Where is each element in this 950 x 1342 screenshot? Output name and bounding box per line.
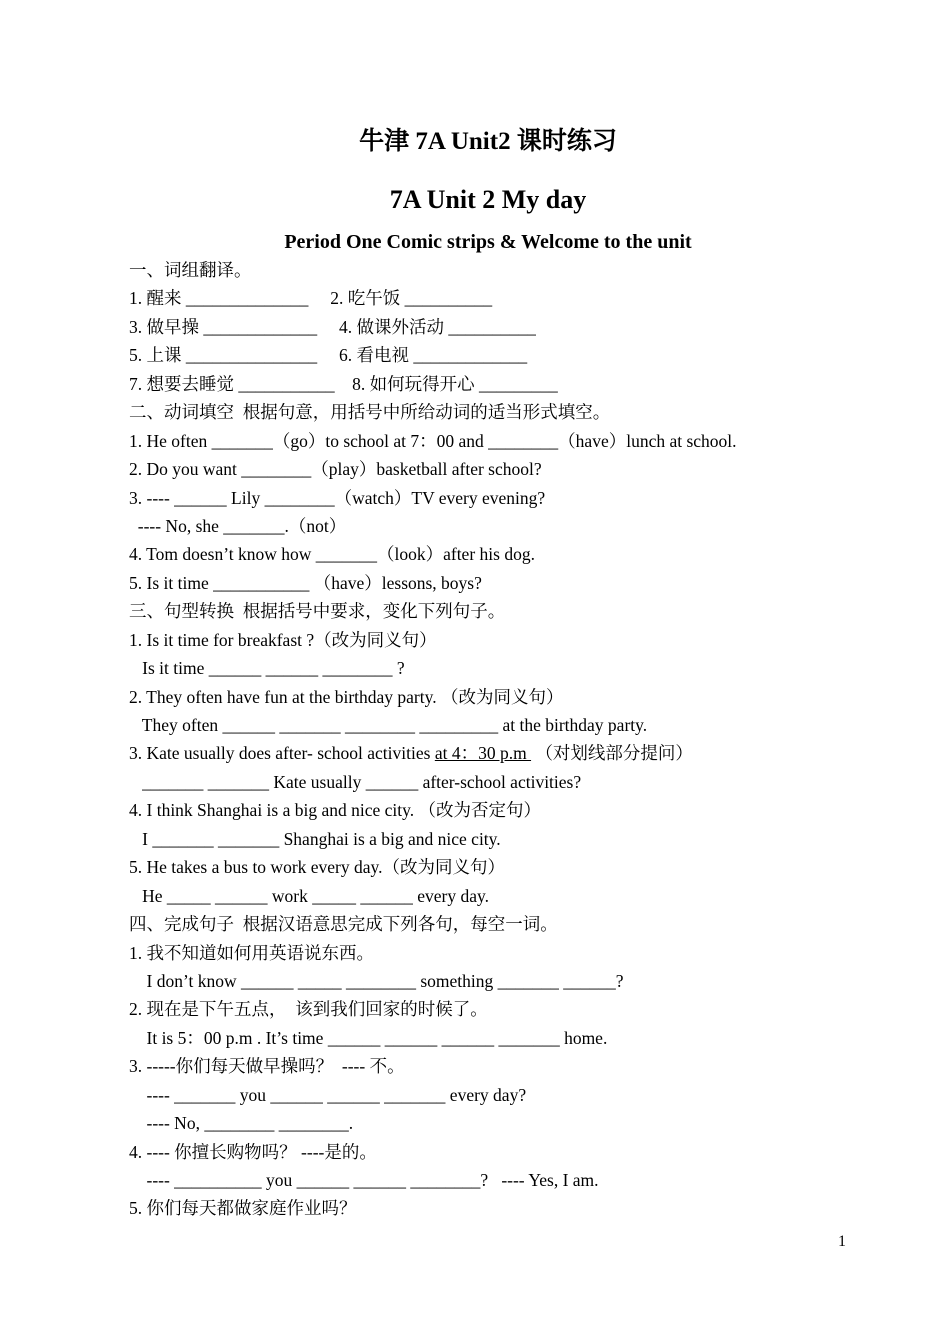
period-title: Period One Comic strips & Welcome to the unit [284, 231, 692, 253]
exercise-line: ---- No, ________ ________. [129, 1113, 354, 1134]
exercise-line: I _______ _______ Shanghai is a big and nice city. [129, 828, 501, 849]
exercise-line: 4. ---- 你擅长购物吗？ ----是的。 [129, 1141, 377, 1162]
exercise-line: 1. Is it time for breakfast ?（改为同义句） [129, 629, 437, 650]
line-text: 3. Kate usually does after- school activities [129, 743, 435, 764]
exercise-line: 5. 你们每天都做家庭作业吗？ [129, 1198, 357, 1219]
exercise-line: 4. Tom doesn’t know how _______（look）after his dog. [129, 544, 535, 565]
exercise-line: Is it time ______ ______ ________ ? [129, 658, 405, 679]
page-number: 1 [838, 1233, 846, 1250]
exercise-line [129, 739, 929, 767]
exercise-line: ---- _______ you ______ ______ _______ every day? [129, 1084, 527, 1105]
exercise-line: 5. He takes a bus to work every day.（改为同义句） [129, 857, 506, 878]
exercise-line: 2. 现在是下午五点， 该到我们回家的时候了。 [129, 999, 488, 1020]
unit-title: 7A Unit 2 My day [389, 185, 587, 214]
exercise-line: 2. Do you want ________（play）basketball after school? [129, 459, 542, 480]
exercise-line: I don’t know ______ _____ ________ something _______ ______? [129, 970, 624, 991]
exercise-line: 7. 想要去睡觉 ___________ 8. 如何玩得开心 _________ [129, 373, 558, 394]
exercise-line: 4. I think Shanghai is a big and nice city. （改为否定句） [129, 800, 542, 821]
exercise-line: 1. 醒来 ______________ 2. 吃午饭 __________ [129, 288, 493, 309]
exercise-line: It is 5：00 p.m . It’s time ______ ______ ______ _______ home. [129, 1027, 608, 1048]
exercise-line: ---- No, she _______.（not） [129, 515, 347, 536]
exercise-line: 5. 上课 _______________ 6. 看电视 _____________ [129, 345, 528, 366]
exercise-line: 5. Is it time ___________ （have）lessons, boys? [129, 572, 482, 593]
exercise-line: He _____ ______ work _____ ______ every day. [129, 885, 489, 906]
exercise-line: They often ______ _______ ________ _________ at the birthday party. [129, 715, 648, 735]
exercise-line: 1. 我不知道如何用英语说东西。 [129, 942, 374, 963]
exercise-line: 三、句型转换 根据括号中要求，变化下列句子。 [129, 601, 506, 622]
exercise-line: 1. He often _______（go）to school at 7：00 and ________（have）lunch at school. [129, 430, 737, 451]
exercise-line: 二、动词填空 根据句意，用括号中所给动词的适当形式填空。 [129, 402, 611, 423]
exercise-line: 3. -----你们每天做早操吗？ ---- 不。 [129, 1056, 405, 1077]
exercise-line: _______ _______ Kate usually ______ after-school activities? [129, 771, 582, 792]
exercise-line: 2. They often have fun at the birthday party. （改为同义句） [129, 686, 564, 707]
exercise-line: ---- __________ you ______ ______ ________? ---- Yes, I am. [129, 1170, 599, 1190]
line-text: （对划线部分提问） [531, 743, 693, 764]
exercise-line: 3. 做早操 _____________ 4. 做课外活动 __________ [129, 316, 536, 337]
underlined-text: at 4：30 p.m [434, 743, 532, 764]
exercise-body [129, 256, 929, 1223]
exercise-line: 一、词组翻译。 [129, 260, 252, 280]
exercise-line: 四、完成句子 根据汉语意思完成下列各句，每空一词。 [129, 914, 558, 935]
exercise-line: 3. ---- ______ Lily ________（watch）TV every evening? [129, 487, 546, 508]
worksheet-title: 牛津 7A Unit2 课时练习 [359, 128, 617, 155]
